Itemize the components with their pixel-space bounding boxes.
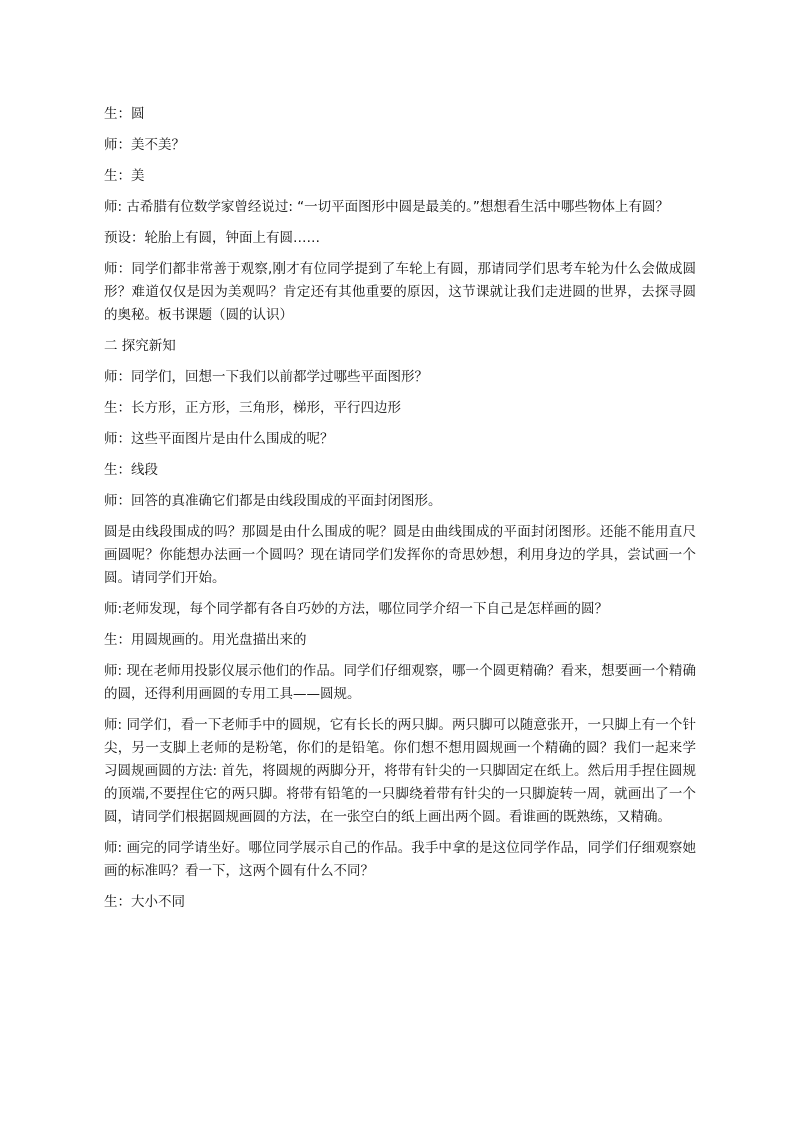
paragraph-student-compass: 生：用圆规画的。用光盘描出来的 [104,632,307,648]
paragraph-teacher-question-beauty: 师：美不美？ [104,137,185,153]
paragraph-teacher-methods: 师:老师发现，每个同学都有各自巧妙的方法，哪位同学介绍一下自己是怎样画的圆？ [104,601,609,617]
paragraph-teacher-compass-method: 师: 同学们，看一下老师手中的圆规，它有长长的两只脚。两只脚可以随意张开，一只脚上有一个针尖，另一支脚上老师的是粉笔，你们的是铅笔。你们想不想用圆规画一个精确的圆？我们一起来学习圆规画圆的方法: 首先，将圆规的两脚分开，将带有针尖的一只脚固定在纸上。然后用手捏住圆规的顶端,不要捏住它的两只脚。将带有铅笔的一只脚绕着带有针尖的一只脚旋转一周，就画出了一个圆，请同学们根据圆规画圆的方法，在一张空白的纸上画出两个圆。看谁画的既熟练，又精确。 [104,717,696,825]
paragraph-teacher-wheel-question: 师：同学们都非常善于观察,刚才有位同学提到了车轮上有圆，那请同学们思考车轮为什么会做成圆形？难道仅仅是因为美观吗？肯定还有其他重要的原因，这节课就让我们走进圆的世界，去探寻圆的奥秘。板书课题（圆的认识） [104,261,696,323]
paragraph-teacher-closed-figures: 师：回答的真准确它们都是由线段围成的平面封闭图形。 [104,493,442,509]
paragraph-teacher-greek-quote: 师: 古希腊有位数学家曾经说过: “一切平面图形中圆是最美的。”想想看生活中哪些物体上有圆？ [104,199,669,215]
paragraph-expected-answer: 预设：轮胎上有圆，钟面上有圆…… [104,230,320,246]
paragraph-student-answer-circle: 生：圆 [104,106,145,122]
paragraph-teacher-projector: 师: 现在老师用投影仪展示他们的作品。同学们仔细观察，哪一个圆更精确？看来，想要画一个精确的圆，还得利用画圆的专用工具——圆规。 [104,663,696,702]
paragraph-student-shapes: 生：长方形，正方形，三角形，梯形，平行四边形 [104,400,401,416]
paragraph-student-answer-beauty: 生：美 [104,168,145,184]
paragraph-teacher-edges: 师：这些平面图片是由什么围成的呢？ [104,431,334,447]
section-heading-explore: 二 探究新知 [104,338,176,354]
document-body [104,103,696,922]
paragraph-teacher-review: 师：同学们，回想一下我们以前都学过哪些平面图形？ [104,369,428,385]
paragraph-teacher-compare: 师: 画完的同学请坐好。哪位同学展示自己的作品。我手中拿的是这位同学作品，同学们仔细观察她画的标准吗？看一下，这两个圆有什么不同？ [104,840,696,879]
paragraph-student-segments: 生：线段 [104,462,158,478]
paragraph-circle-curve: 圆是由线段围成的吗？那圆是由什么围成的呢？圆是由曲线围成的平面封闭图形。还能不能用直尺画圆呢？你能想办法画一个圆吗？现在请同学们发挥你的奇思妙想，利用身边的学具，尝试画一个圆。请同学们开始。 [104,524,696,586]
paragraph-student-size-different: 生：大小不同 [104,894,185,910]
